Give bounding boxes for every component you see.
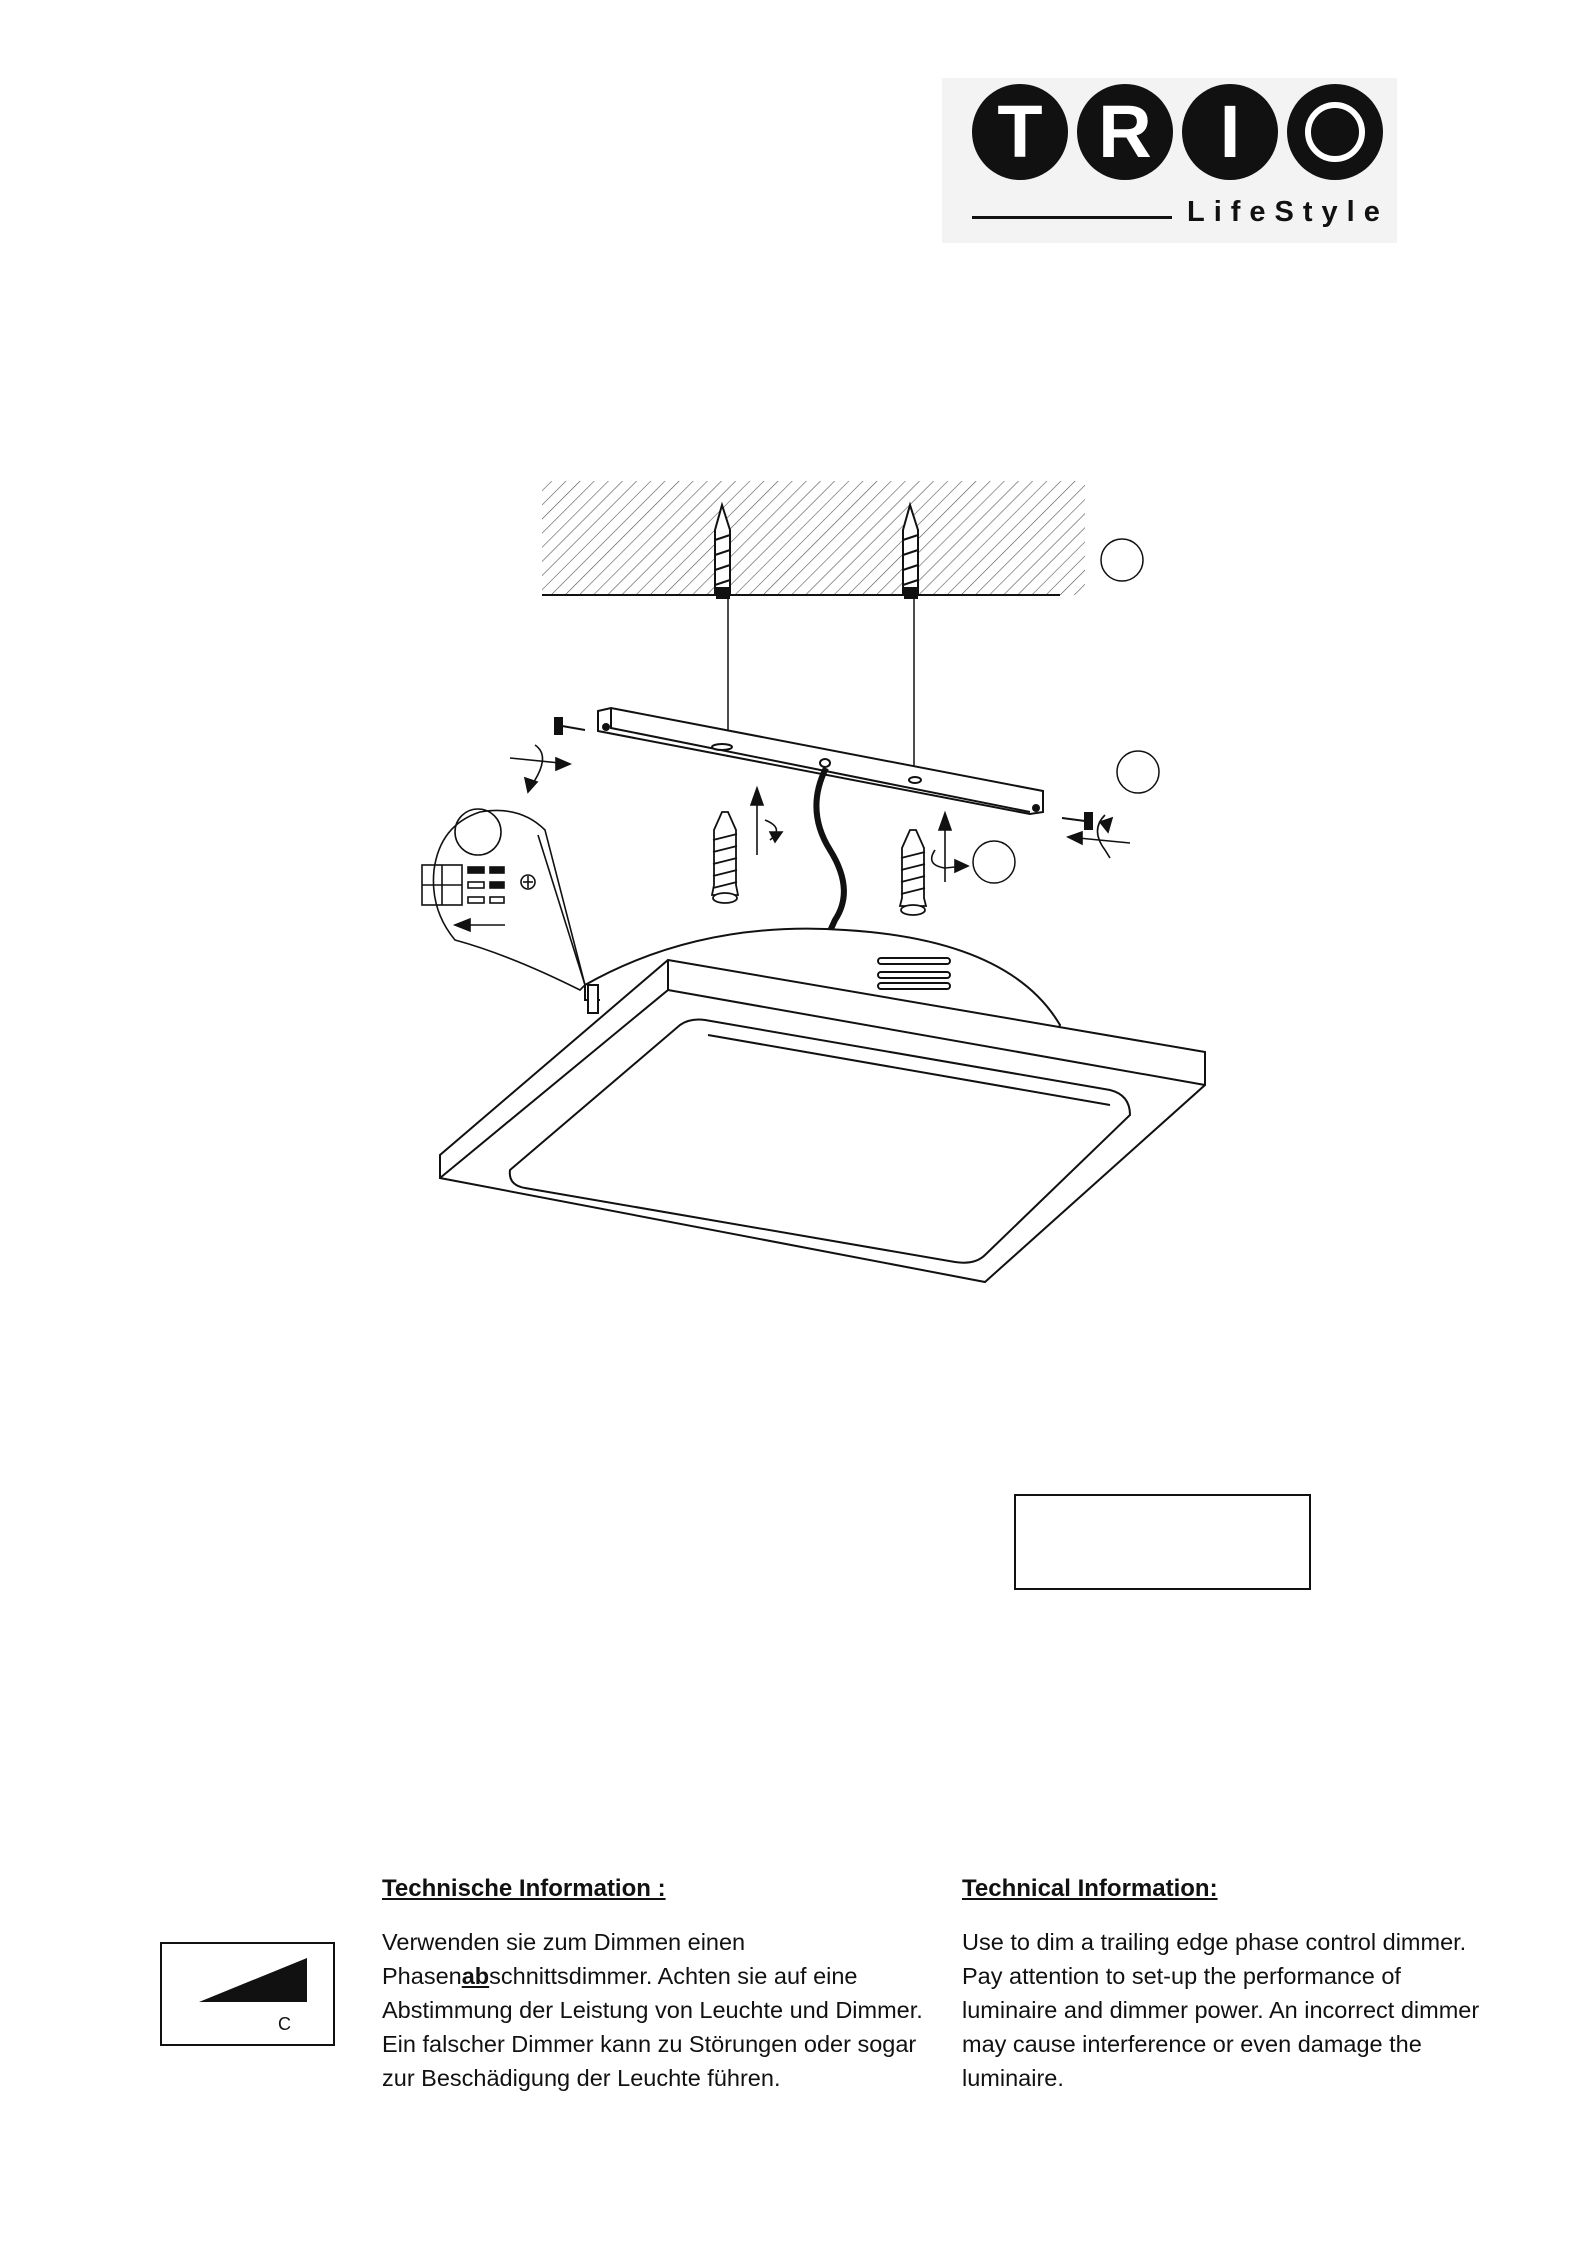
wood-screw-left — [712, 812, 738, 903]
mounting-bracket — [598, 708, 1043, 814]
step-marker-2 — [1117, 751, 1159, 793]
wood-screw-right — [900, 830, 926, 915]
base-slots — [878, 958, 950, 989]
technical-info-german-heading: Technische Information : — [382, 1875, 666, 1902]
technical-info-english — [962, 1875, 1482, 2095]
screw-arrow-right — [932, 813, 968, 882]
step-marker-3 — [973, 841, 1015, 883]
logo-letter-t: T — [972, 84, 1068, 180]
dimmer-symbol — [160, 1942, 335, 2046]
lamp-panel — [440, 960, 1205, 1282]
side-screw-right — [1062, 813, 1092, 829]
rotation-arrow-right — [1068, 815, 1130, 858]
rotation-arrow-left — [510, 745, 570, 792]
side-screw-left — [555, 718, 585, 734]
step-marker-1 — [1101, 539, 1143, 581]
technical-info-english-heading: Technical Information: — [962, 1875, 1218, 1902]
dimmer-ramp-icon — [162, 1944, 337, 2048]
technical-info-german-text — [382, 1925, 927, 2095]
power-cable — [816, 768, 843, 940]
text-part: Verwenden sie zum Dimmen einen Phasen — [382, 1929, 746, 1989]
technical-info-german — [382, 1875, 927, 2095]
ceiling — [542, 481, 1085, 595]
text-part: schnittsdimmer. Achten sie auf eine Abstimmung der Leistung von Leuchte und Dimmer. Ein falscher Dimmer kann zu Störungen oder sogar zur Beschädigung der Leuchte führen. — [382, 1963, 923, 2091]
logo-letter-r: R — [1077, 84, 1173, 180]
logo-letter-i: I — [1182, 84, 1278, 180]
wiring-detail-callout — [422, 809, 585, 990]
screw-arrow-left — [751, 788, 782, 855]
text-emphasis: ab — [461, 1963, 490, 1989]
logo-tagline: LifeStyle — [1187, 196, 1389, 228]
dimmer-class-letter: C — [278, 2014, 291, 2034]
product-label-box — [1014, 1494, 1311, 1590]
technical-info-english-text: Use to dim a trailing edge phase control dimmer. Pay attention to set-up the performance of luminaire and dimmer power. An incorrect dimmer may cause interference or even damage the luminaire. — [962, 1929, 1480, 2091]
